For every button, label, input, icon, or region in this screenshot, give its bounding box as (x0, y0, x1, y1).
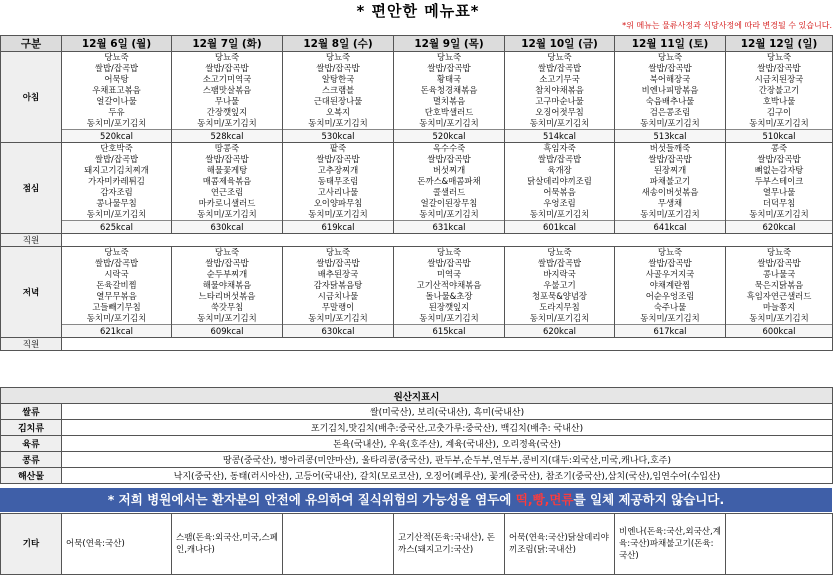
menu-item: 흑임자연근샐러드 (746, 291, 812, 301)
menu-cell (283, 143, 394, 234)
menu-item: 돼지고기김치찌개 (84, 165, 149, 175)
menu-cell (615, 52, 726, 143)
menu-item: 오이양파무침 (313, 198, 363, 208)
menu-item: 동치미/포기김치 (308, 209, 368, 219)
menu-item: 우엉조림 (543, 198, 576, 208)
kcal-value: 520kcal (62, 129, 171, 142)
menu-item: 순두부찌개 (206, 269, 248, 279)
notice-banner (0, 488, 832, 512)
menu-item: 콜샐러드 (432, 187, 466, 197)
menu-item: 호박나물 (762, 96, 796, 106)
menu-item: 버섯찌개 (432, 165, 466, 175)
day-header: 12월 7일 (화) (172, 36, 283, 52)
menu-item: 쌀밥/잡곡밥 (537, 258, 582, 268)
origin-title: 원산지표시 (1, 388, 833, 404)
menu-item: 옥수수죽 (432, 143, 466, 153)
kcal-value: 617kcal (615, 324, 725, 337)
menu-item: 동치미/포기김치 (749, 209, 809, 219)
menu-item: 동치미/포기김치 (419, 313, 479, 323)
kcal-value: 528kcal (172, 129, 282, 142)
menu-cell (283, 247, 394, 338)
menu-item: 동치미/포기김치 (529, 313, 590, 323)
menu-item: 얼갈이된장무침 (420, 198, 478, 208)
menu-item: 마늘쫑지 (762, 302, 796, 312)
menu-item: 동치미/포기김치 (197, 313, 257, 323)
menu-item: 고구마순나물 (535, 96, 584, 106)
menu-item: 쌀밥/잡곡밥 (316, 63, 360, 73)
menu-item: 간장깻잎지 (206, 107, 248, 117)
menu-cell (283, 52, 394, 143)
menu-item: 해물야채볶음 (202, 280, 252, 290)
staff-label: 직원 (1, 338, 62, 351)
menu-cell (62, 143, 172, 234)
menu-item: 동치미/포기김치 (308, 313, 368, 323)
menu-item: 시락국 (104, 269, 129, 279)
page-title: * 편안한 메뉴표* (356, 2, 480, 20)
menu-item: 닭살데리야끼조림 (527, 176, 592, 186)
menu-item: 더덕무침 (762, 198, 796, 208)
origin-header-row (1, 388, 833, 404)
origin-text: 돈육(국내산), 우육(호주산), 계육(국내산), 오리정육(국산) (62, 436, 833, 452)
staff-cell (62, 234, 833, 247)
origin-label: 육류 (1, 436, 62, 452)
menu-item: 쌀밥/잡곡밥 (757, 154, 801, 164)
menu-item: 동치미/포기김치 (640, 118, 700, 128)
menu-item: 사골우거지국 (645, 269, 695, 279)
kcal-value: 619kcal (283, 220, 393, 233)
menu-item: 당뇨죽 (325, 52, 351, 62)
menu-item: 동치미/포기김치 (86, 118, 147, 128)
origin-text: 쌀(미국산), 보리(국내산), 흑미(국내산) (62, 404, 833, 420)
menu-table (0, 35, 833, 351)
staff-cell (62, 338, 833, 351)
menu-item: 가자미카레튀김 (88, 176, 145, 186)
menu-item: 쌀밥/잡곡밥 (757, 258, 801, 268)
day-header: 12월 12일 (일) (726, 36, 833, 52)
menu-cell (615, 247, 726, 338)
kcal-value: 609kcal (172, 324, 282, 337)
menu-item: 파채불고기 (649, 176, 691, 186)
menu-item: 쌀밥/잡곡밥 (537, 63, 582, 73)
menu-cell (62, 247, 172, 338)
menu-cell (505, 143, 615, 234)
menu-item: 동치미/포기김치 (749, 313, 809, 323)
etc-cell (726, 514, 833, 575)
menu-cell (394, 52, 505, 143)
menu-item: 오복지 (325, 107, 351, 117)
menu-item: 쌀밥/잡곡밥 (94, 63, 139, 73)
etc-cell: 어묵(연육:국산) (62, 514, 172, 575)
menu-item: 동치미/포기김치 (86, 313, 147, 323)
kcal-value: 620kcal (726, 220, 832, 233)
menu-item: 동치미/포기김치 (419, 118, 479, 128)
menu-item: 당뇨죽 (766, 52, 792, 62)
menu-item: 된장찌개 (653, 165, 687, 175)
menu-item: 소고기무국 (539, 74, 580, 84)
meal-label: 저녁 (1, 247, 62, 338)
menu-item: 어묵볶음 (543, 187, 576, 197)
menu-item: 야채계란찜 (649, 280, 691, 290)
day-header: 12월 8일 (수) (283, 36, 394, 52)
origin-label: 김치류 (1, 420, 62, 436)
menu-cell (172, 247, 283, 338)
menu-item: 버섯들깨죽 (649, 143, 691, 153)
menu-item: 북어해장국 (649, 74, 691, 84)
kcal-value: 600kcal (726, 324, 832, 337)
menu-item: 매콤제육볶음 (202, 176, 252, 186)
menu-item: 고들빼기무침 (92, 302, 141, 312)
menu-item: 쌀밥/잡곡밥 (316, 258, 360, 268)
kcal-value: 601kcal (505, 220, 614, 233)
menu-item: 무생채 (657, 198, 683, 208)
menu-cell (615, 143, 726, 234)
menu-item: 묵은지닭볶음 (754, 280, 804, 290)
menu-item: 당뇨죽 (214, 52, 240, 62)
menu-item: 고기산적야채볶음 (416, 280, 482, 290)
origin-row (1, 452, 833, 468)
menu-cell (505, 247, 615, 338)
menu-item: 쌀밥/잡곡밥 (537, 154, 582, 164)
meal-label: 아침 (1, 52, 62, 143)
menu-item: 땅콩죽 (214, 143, 240, 153)
meal-row (1, 52, 833, 143)
banner-highlight: 떡,빵,면류 (515, 492, 574, 507)
menu-item: 멸치볶음 (432, 96, 466, 106)
kcal-value: 630kcal (283, 324, 393, 337)
menu-item: 동치미/포기김치 (529, 209, 590, 219)
menu-item: 비엔나피망볶음 (641, 85, 699, 95)
menu-item: 쌀밥/잡곡밥 (427, 63, 471, 73)
menu-item: 얼갈이나물 (96, 96, 137, 106)
origin-text: 낙지(중국산), 동태(러시아산), 고등어(국내산), 갈치(모로코산), 오징어(페루산), 꽃게(중국산), 참조기(중국산),삼치(국산),임연수어(수입산) (62, 468, 833, 484)
menu-item: 당뇨죽 (436, 52, 462, 62)
menu-item: 쌀밥/잡곡밥 (205, 258, 249, 268)
kcal-value: 641kcal (615, 220, 725, 233)
menu-cell (505, 52, 615, 143)
menu-item: 동치미/포기김치 (529, 118, 590, 128)
origin-row (1, 468, 833, 484)
day-header: 12월 11일 (토) (615, 36, 726, 52)
menu-item: 동치미/포기김치 (86, 209, 147, 219)
menu-item: 흑임자죽 (543, 143, 576, 153)
kcal-value: 530kcal (283, 129, 393, 142)
menu-item: 소고기미역국 (202, 74, 252, 84)
menu-item: 콩죽 (770, 143, 788, 153)
etc-cell: 스팸(돈육:외국산,미국,스페인,캐나다) (172, 514, 283, 575)
menu-item: 쌀밥/잡곡밥 (94, 258, 139, 268)
menu-item: 도라지무침 (539, 302, 580, 312)
origin-row (1, 404, 833, 420)
menu-item: 고사리나물 (317, 187, 359, 197)
menu-item: 쌀밥/잡곡밥 (757, 63, 801, 73)
etc-row (1, 514, 833, 575)
origin-row (1, 436, 833, 452)
menu-item: 동치미/포기김치 (640, 209, 700, 219)
menu-item: 뼈없는감자탕 (754, 165, 804, 175)
menu-item: 연근조림 (210, 187, 244, 197)
menu-item: 팥죽 (329, 143, 347, 153)
menu-item: 쌀밥/잡곡밥 (205, 63, 249, 73)
menu-item: 콩나물국 (762, 269, 796, 279)
menu-item: 알탕한국 (321, 74, 355, 84)
menu-item: 당뇨죽 (214, 247, 240, 257)
origin-row (1, 420, 833, 436)
menu-item: 무말랭이 (321, 302, 355, 312)
menu-cell (172, 143, 283, 234)
menu-item: 육개장 (547, 165, 572, 175)
menu-item: 동치미/포기김치 (197, 209, 257, 219)
menu-item: 김구이 (766, 107, 792, 117)
menu-item: 검은콩조림 (649, 107, 691, 117)
origin-text: 포기김치,맛김치(배추:중국산,고춧가루:중국산), 백김치(배추: 국내산) (62, 420, 833, 436)
etc-cell: 어묵(연육:국산)닭살데리야끼조림(닭:국내산) (505, 514, 615, 575)
menu-item: 우불고기 (543, 280, 576, 290)
menu-item: 쌀밥/잡곡밥 (316, 154, 360, 164)
menu-item: 돌나물&초장 (425, 291, 473, 301)
menu-item: 쌀밥/잡곡밥 (94, 154, 139, 164)
menu-item: 쌀밥/잡곡밥 (205, 154, 249, 164)
menu-item: 당뇨죽 (436, 247, 462, 257)
menu-cell (394, 143, 505, 234)
menu-item: 당뇨죽 (766, 247, 792, 257)
menu-cell (726, 143, 833, 234)
kcal-value: 621kcal (62, 324, 171, 337)
menu-item: 어순우엉조림 (645, 291, 695, 301)
menu-item: 근대된장나물 (313, 96, 363, 106)
menu-item: 우채표고볶음 (92, 85, 141, 95)
kcal-value: 520kcal (394, 129, 504, 142)
day-header: 12월 6일 (월) (62, 36, 172, 52)
origin-text: 땅콩(중국산), 병아리콩(미얀마산), 울타리콩(중국산), 판두부,순두부,연두부,콩비지(대두:외국산,미국,캐나다,호주) (62, 452, 833, 468)
menu-item: 두부스테이크 (754, 176, 804, 186)
menu-item: 단호박죽 (100, 143, 133, 153)
kcal-value: 510kcal (726, 129, 832, 142)
menu-item: 쌀밥/잡곡밥 (427, 154, 471, 164)
menu-item: 바지락국 (543, 269, 576, 279)
menu-item: 쌀밥/잡곡밥 (648, 258, 692, 268)
category-header: 구분 (1, 36, 62, 52)
menu-item: 콩나물무침 (96, 198, 137, 208)
menu-item: 쌀밥/잡곡밥 (648, 63, 692, 73)
menu-item: 당뇨죽 (657, 52, 683, 62)
kcal-value: 631kcal (394, 220, 504, 233)
menu-item: 미역국 (436, 269, 462, 279)
meal-row (1, 143, 833, 234)
etc-table (0, 513, 833, 575)
menu-item: 당뇨죽 (547, 247, 572, 257)
menu-item: 열무무볶음 (96, 291, 137, 301)
menu-item: 스크램블 (321, 85, 355, 95)
menu-item: 스팸맛살볶음 (202, 85, 252, 95)
menu-item: 동치미/포기김치 (197, 118, 257, 128)
menu-item: 배추된장국 (317, 269, 359, 279)
banner-text-before: * 저희 병원에서는 환자분의 안전에 유의하여 질식위험의 가능성을 염두에 (107, 492, 516, 507)
menu-item: 쑥갓무침 (210, 302, 244, 312)
origin-label: 콩류 (1, 452, 62, 468)
menu-cell (394, 247, 505, 338)
staff-label: 직원 (1, 234, 62, 247)
menu-item: 단호박샐러드 (424, 107, 474, 117)
kcal-value: 620kcal (505, 324, 614, 337)
etc-cell (283, 514, 394, 575)
menu-item: 돈까스&매콤파채 (417, 176, 481, 186)
menu-item: 열무나물 (762, 187, 796, 197)
menu-item: 새송이버섯볶음 (641, 187, 699, 197)
menu-item: 마카로니샐러드 (198, 198, 256, 208)
meal-label: 점심 (1, 143, 62, 234)
kcal-value: 514kcal (505, 129, 614, 142)
kcal-value: 630kcal (172, 220, 282, 233)
day-header: 12월 9일 (목) (394, 36, 505, 52)
menu-item: 돈육갈비찜 (96, 280, 137, 290)
menu-item: 오징어젓무침 (535, 107, 584, 117)
menu-item: 동치미/포기김치 (640, 313, 700, 323)
menu-item: 느타리버섯볶음 (198, 291, 256, 301)
menu-item: 돈육청경채볶음 (420, 85, 478, 95)
menu-item: 동치미/포기김치 (419, 209, 479, 219)
day-header: 12월 10일 (금) (505, 36, 615, 52)
menu-item: 무나물 (214, 96, 240, 106)
origin-table (0, 387, 833, 484)
menu-item: 감자닭볶음탕 (313, 280, 363, 290)
meal-row (1, 247, 833, 338)
menu-item: 시금치나물 (317, 291, 359, 301)
menu-item: 당뇨죽 (104, 247, 129, 257)
menu-item: 동치미/포기김치 (308, 118, 368, 128)
menu-item: 고추장찌개 (317, 165, 359, 175)
menu-item: 된장깻잎지 (428, 302, 470, 312)
menu-cell (172, 52, 283, 143)
menu-item: 쌀밥/잡곡밥 (648, 154, 692, 164)
menu-item: 당뇨죽 (547, 52, 572, 62)
kcal-value: 513kcal (615, 129, 725, 142)
menu-item: 시금치된장국 (754, 74, 804, 84)
menu-item: 어묵탕 (104, 74, 129, 84)
menu-cell (726, 52, 833, 143)
origin-label: 해산물 (1, 468, 62, 484)
menu-item: 두유 (108, 107, 125, 117)
menu-item: 당뇨죽 (104, 52, 129, 62)
menu-item: 당뇨죽 (325, 247, 351, 257)
etc-cell: 비엔나(돈육:국산,외국산,계육:국산)파채불고기(돈육:국산) (615, 514, 726, 575)
menu-item: 해물꽃게탕 (206, 165, 248, 175)
header-row (1, 36, 833, 52)
menu-item: 당뇨죽 (657, 247, 683, 257)
staff-row (1, 338, 833, 351)
etc-label: 기타 (1, 514, 62, 575)
menu-item: 동태무조림 (317, 176, 359, 186)
notice-text: *위 메뉴는 물류사정과 식당사정에 따라 변경될 수 있습니다. (622, 21, 832, 30)
menu-item: 간장불고기 (758, 85, 800, 95)
menu-item: 청포묵&양념장 (531, 291, 588, 301)
menu-item: 쌀밥/잡곡밥 (427, 258, 471, 268)
origin-label: 쌀류 (1, 404, 62, 420)
kcal-value: 625kcal (62, 220, 171, 233)
etc-cell: 고기산적(돈육:국내산), 돈까스(돼지고기:국산) (394, 514, 505, 575)
menu-item: 숙음배추나물 (645, 96, 695, 106)
menu-item: 황태국 (436, 74, 462, 84)
staff-row (1, 234, 833, 247)
banner-text-after: 를 일체 제공하지 않습니다. (573, 492, 725, 507)
kcal-value: 615kcal (394, 324, 504, 337)
menu-item: 동치미/포기김치 (749, 118, 809, 128)
menu-item: 숙주나물 (653, 302, 687, 312)
menu-item: 감자조림 (100, 187, 133, 197)
menu-item: 참치야채볶음 (535, 85, 584, 95)
menu-cell (726, 247, 833, 338)
menu-cell (62, 52, 172, 143)
